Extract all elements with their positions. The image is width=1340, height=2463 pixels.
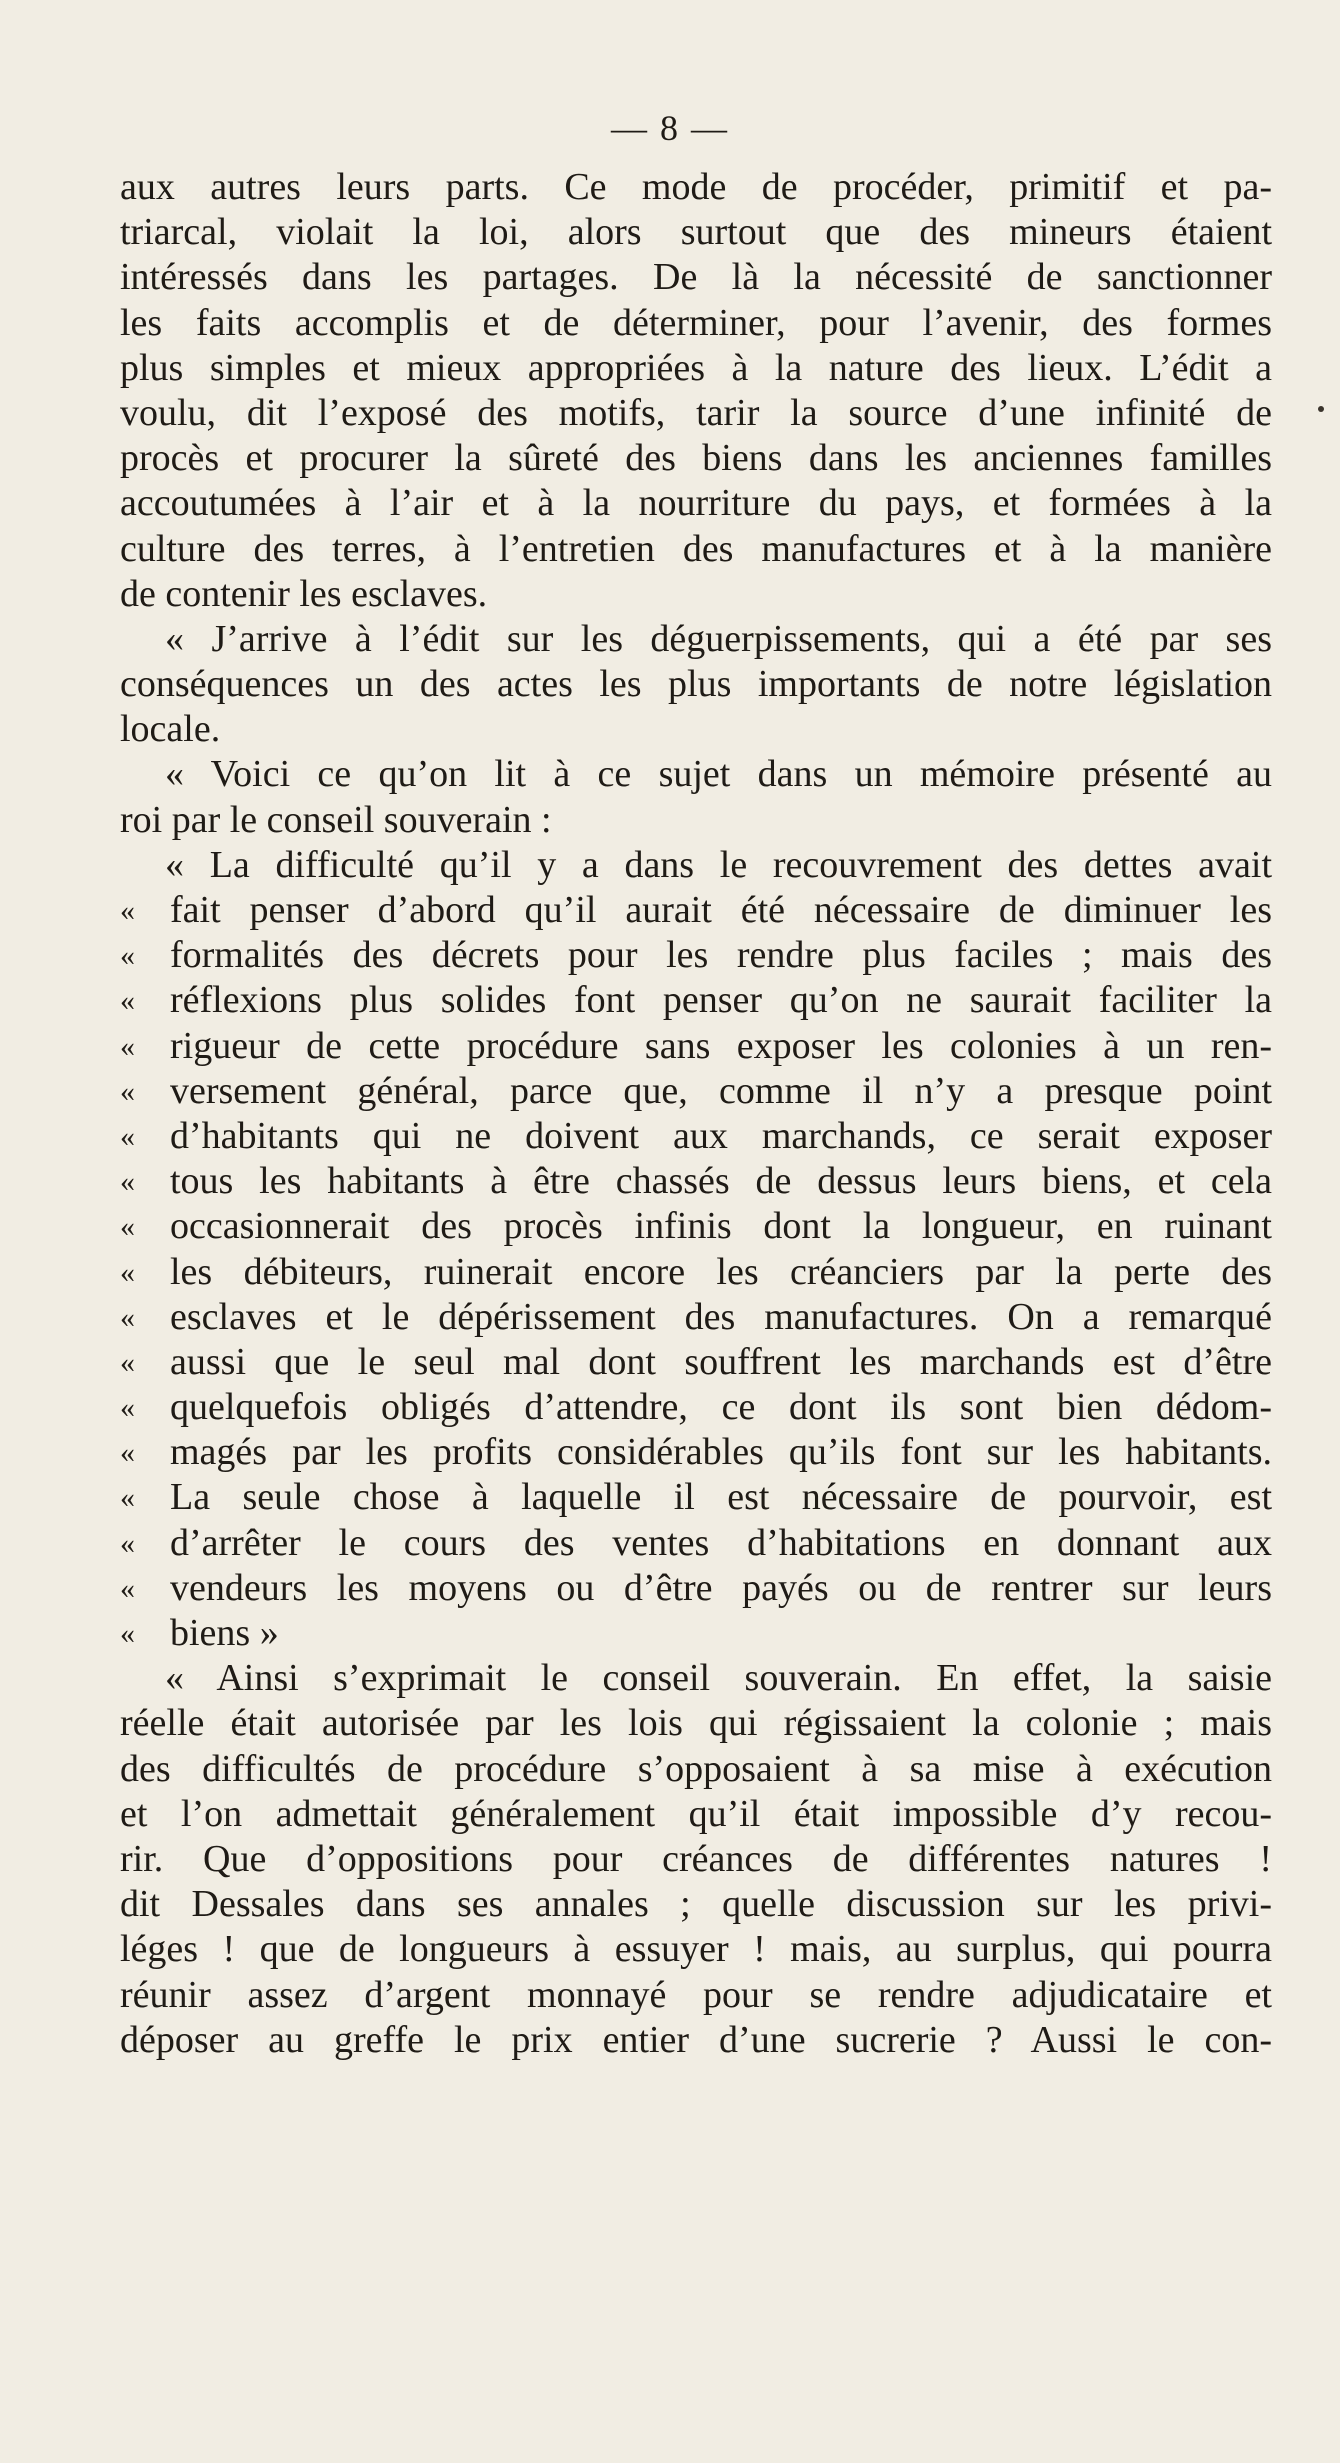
quote-line xyxy=(120,1159,1272,1204)
quote-text: d’habitants qui ne doivent aux marchands, ce serait exposer xyxy=(170,1114,1272,1157)
quote-line xyxy=(120,1295,1272,1340)
quote-line xyxy=(120,1430,1272,1475)
quote-line xyxy=(120,1385,1272,1430)
text-line: accoutumées à l’air et à la nourriture du pays, et formées à la xyxy=(120,482,1272,525)
quote-mark: « xyxy=(120,1255,135,1289)
text-line: « Voici ce qu’on lit à ce sujet dans un mémoire présenté au xyxy=(165,753,1272,796)
quote-text: tous les habitants à être chassés de dessus leurs biens, et cela xyxy=(170,1160,1272,1203)
text-line: « J’arrive à l’édit sur les déguerpissements, qui a été par ses xyxy=(165,617,1272,660)
quote-text: réflexions plus solides font penser qu’on ne saurait faciliter la xyxy=(170,979,1272,1022)
quote-text: La seule chose à laquelle il est nécessaire de pourvoir, est xyxy=(170,1476,1272,1519)
text-line: et l’on admettait généralement qu’il était impossible d’y recou- xyxy=(120,1792,1272,1835)
text-line: procès et procurer la sûreté des biens dans les anciennes familles xyxy=(120,437,1272,480)
quote-mark: « xyxy=(120,984,135,1018)
text-line: dit Dessales dans ses annales ; quelle discussion sur les privi- xyxy=(120,1883,1272,1926)
text-line: culture des terres, à l’entretien des manufactures et à la manière xyxy=(120,527,1272,570)
text-line: intéressés dans les partages. De là la nécessité de sanctionner xyxy=(120,256,1272,299)
quote-line xyxy=(120,1114,1272,1159)
quote-mark: « xyxy=(120,1617,135,1650)
margin-dot xyxy=(1318,406,1324,412)
quote-mark: « xyxy=(120,1119,135,1153)
quote-line xyxy=(120,1475,1272,1520)
quote-text: quelquefois obligés d’attendre, ce dont ils sont bien dédom- xyxy=(170,1386,1272,1429)
text-line: « Ainsi s’exprimait le conseil souverain. En effet, la saisie xyxy=(165,1657,1272,1700)
page-number: — 8 — xyxy=(611,108,729,148)
quote-text: magés par les profits considérables qu’ils font sur les habitants. xyxy=(170,1431,1272,1474)
quote-text: esclaves et le dépérissement des manufactures. On a remarqué xyxy=(170,1295,1272,1338)
quote-line xyxy=(120,933,1272,978)
quote-line xyxy=(120,1250,1272,1295)
text-line: des difficultés de procédure s’opposaient à sa mise à exécution xyxy=(120,1747,1272,1790)
quote-mark: « xyxy=(120,1571,135,1605)
text-line: voulu, dit l’exposé des motifs, tarir la source d’une infinité de xyxy=(120,391,1272,434)
quote-text: les débiteurs, ruinerait encore les créanciers par la perte des xyxy=(170,1250,1272,1293)
quote-mark: « xyxy=(120,1391,135,1425)
quote-text: biens » xyxy=(170,1612,279,1654)
text-line: de contenir les esclaves. xyxy=(120,572,488,615)
quote-text: occasionnerait des procès infinis dont la longueur, en ruinant xyxy=(170,1205,1272,1248)
text-line: triarcal, violait la loi, alors surtout que des mineurs étaient xyxy=(120,211,1272,254)
quote-line xyxy=(120,978,1272,1023)
text-line: aux autres leurs parts. Ce mode de procéder, primitif et pa- xyxy=(120,166,1272,208)
quote-line xyxy=(120,1340,1272,1385)
text-line: léges ! que de longueurs à essuyer ! mais, au surplus, qui pourra xyxy=(120,1928,1272,1971)
quote-text: versement général, parce que, comme il n’y a presque point xyxy=(170,1069,1272,1112)
quote-text: rigueur de cette procédure sans exposer les colonies à un ren- xyxy=(170,1024,1272,1067)
text-line: locale. xyxy=(120,708,221,751)
quote-mark: « xyxy=(120,1436,135,1470)
quote-mark: « xyxy=(120,939,135,973)
quote-mark: « xyxy=(120,1526,135,1560)
text-line: déposer au greffe le prix entier d’une sucrerie ? Aussi le con- xyxy=(120,2018,1272,2061)
quote-line: « La difficulté qu’il y a dans le recouvrement des dettes avait xyxy=(165,843,1272,886)
quote-mark: « xyxy=(120,1165,135,1199)
quote-line xyxy=(120,1204,1272,1249)
quote-mark: « xyxy=(120,1300,135,1334)
quote-mark: « xyxy=(120,894,135,927)
quote-line xyxy=(120,888,1272,933)
text-line: plus simples et mieux appropriées à la nature des lieux. L’édit a xyxy=(120,346,1272,389)
quote-text: vendeurs les moyens ou d’être payés ou de rentrer sur leurs xyxy=(170,1566,1272,1609)
quote-mark: « xyxy=(120,1345,135,1379)
quote-mark: « xyxy=(120,1481,135,1515)
text-line: conséquences un des actes les plus importants de notre législation xyxy=(120,663,1272,706)
text-line: les faits accomplis et de déterminer, pour l’avenir, des formes xyxy=(120,301,1272,344)
text-line: roi par le conseil souverain : xyxy=(120,798,552,841)
quote-text: d’arrêter le cours des ventes d’habitations en donnant aux xyxy=(170,1521,1272,1564)
quote-mark: « xyxy=(120,1074,135,1108)
quote-mark: « xyxy=(120,1210,135,1244)
quote-text: fait penser d’abord qu’il aurait été nécessaire de diminuer les xyxy=(170,889,1272,931)
quote-line xyxy=(120,1069,1272,1114)
text-line: réunir assez d’argent monnayé pour se rendre adjudicataire et xyxy=(120,1973,1272,2016)
quote-text: aussi que le seul mal dont souffrent les marchands est d’être xyxy=(170,1340,1272,1383)
text-line: réelle était autorisée par les lois qui régissaient la colonie ; mais xyxy=(120,1702,1272,1745)
quote-line xyxy=(120,1611,1272,1656)
quote-line xyxy=(120,1521,1272,1566)
quote-line xyxy=(120,1024,1272,1069)
quote-text: formalités des décrets pour les rendre plus faciles ; mais des xyxy=(170,934,1272,977)
quote-mark: « xyxy=(120,1029,135,1063)
body-text xyxy=(120,165,1272,2063)
text-line: rir. Que d’oppositions pour créances de différentes natures ! xyxy=(120,1837,1272,1880)
quote-line xyxy=(120,1566,1272,1611)
